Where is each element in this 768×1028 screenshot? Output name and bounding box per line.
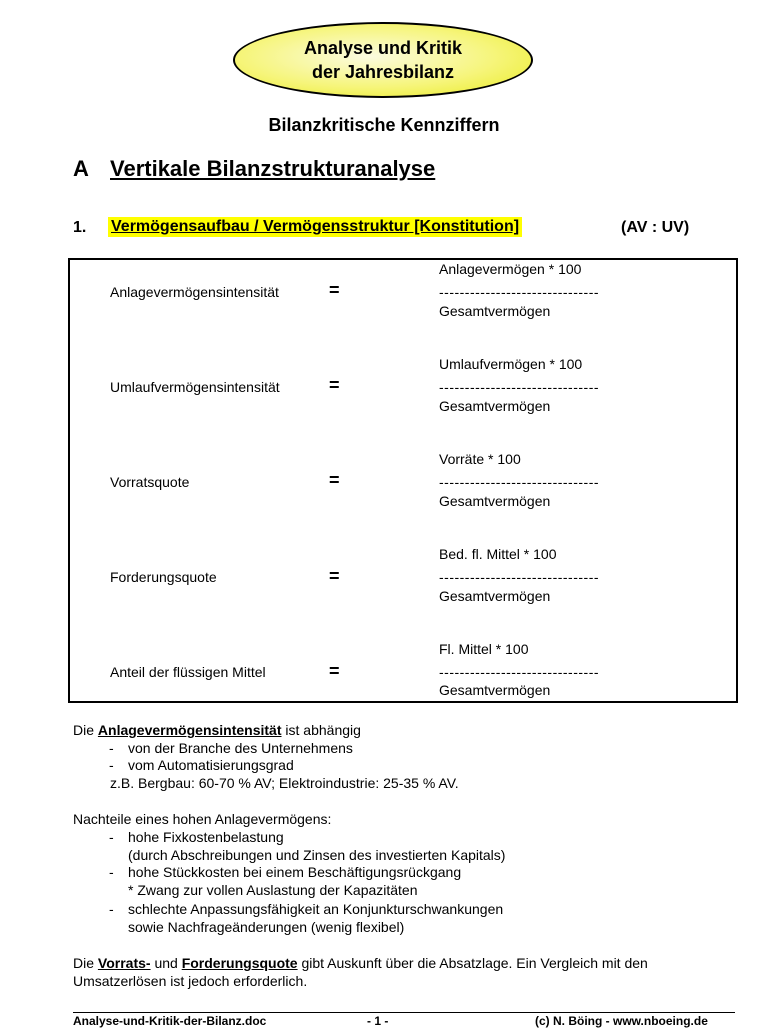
formula-denominator: Gesamtvermögen: [439, 398, 551, 414]
bullet-dash: -: [109, 864, 114, 880]
footer-copyright: (c) N. Böing - www.nboeing.de: [535, 1014, 708, 1028]
formula-label: Vorratsquote: [110, 474, 190, 490]
fraction-line: -------------------------------: [439, 664, 600, 680]
formula-denominator: Gesamtvermögen: [439, 682, 551, 698]
list-item: hohe Fixkostenbelastung: [128, 829, 284, 845]
formula-denominator: Gesamtvermögen: [439, 493, 551, 509]
list-item-continuation: * Zwang zur vollen Auslastung der Kapazitäten: [128, 882, 418, 898]
list-item-continuation: sowie Nachfrageänderungen (wenig flexibel): [128, 919, 405, 935]
footer-page-number: - 1 -: [367, 1014, 389, 1028]
list-item: schlechte Anpassungsfähigkeit an Konjunkturschwankungen: [128, 901, 504, 917]
formula-numerator: Bed. fl. Mittel * 100: [439, 546, 557, 562]
bullet-dash: -: [109, 829, 114, 845]
example-text: z.B. Bergbau: 60-70 % AV; Elektroindustrie: 25-35 % AV.: [110, 775, 459, 791]
text-post: gibt Auskunft über die Absatzlage. Ein Vergleich mit den: [297, 955, 648, 971]
paragraph-vorrats-forderungsquote: [73, 955, 743, 971]
text-pre: Die: [73, 955, 98, 971]
fraction-line: -------------------------------: [439, 474, 600, 490]
footer-filename: Analyse-und-Kritik-der-Bilanz.doc: [73, 1014, 267, 1028]
fraction-line: -------------------------------: [439, 379, 600, 395]
formula-label: Umlaufvermögensintensität: [110, 379, 280, 395]
text-mid: und: [150, 955, 182, 971]
title-line-2: der Jahresbilanz: [311, 62, 455, 82]
equals-sign: =: [329, 280, 340, 300]
title-ellipse: [233, 22, 533, 98]
term-vorrats: Vorrats-: [97, 955, 151, 971]
heading-number: 1.: [73, 219, 87, 236]
fraction-line: -------------------------------: [439, 569, 600, 585]
heading-title-highlighted: Vermögensaufbau / Vermögensstruktur [Konstitution]: [108, 217, 522, 237]
footer-rule: [73, 1012, 735, 1013]
text-post: ist abhängig: [281, 722, 361, 738]
text-pre: Die: [73, 722, 98, 738]
equals-sign: =: [329, 566, 340, 586]
formula-numerator: Vorräte * 100: [439, 451, 521, 467]
equals-sign: =: [329, 470, 340, 490]
formula-denominator: Gesamtvermögen: [439, 588, 551, 604]
formula-label: Anlagevermögensintensität: [110, 284, 279, 300]
bullet-dash: -: [109, 757, 114, 773]
bullet-dash: -: [109, 901, 114, 917]
heading-formula: (AV : UV): [621, 219, 690, 236]
paragraph-line-2: Umsatzerlösen ist jedoch erforderlich.: [73, 973, 308, 989]
bullet-dash: -: [109, 740, 114, 756]
page-subtitle: Bilanzkritische Kennziffern: [268, 115, 500, 135]
formula-denominator: Gesamtvermögen: [439, 303, 551, 319]
list-item: vom Automatisierungsgrad: [128, 757, 294, 773]
title-line-1: Analyse und Kritik: [303, 38, 463, 58]
term-anlagevermoegensintensitaet: Anlagevermögensintensität: [97, 722, 282, 738]
section-letter: A: [73, 156, 89, 181]
formula-label: Forderungsquote: [110, 569, 217, 585]
formula-numerator: Fl. Mittel * 100: [439, 641, 529, 657]
fraction-line: -------------------------------: [439, 284, 600, 300]
list-item: hohe Stückkosten bei einem Beschäftigungsrückgang: [128, 864, 462, 880]
equals-sign: =: [329, 375, 340, 395]
term-forderungsquote: Forderungsquote: [181, 955, 298, 971]
list-item-continuation: (durch Abschreibungen und Zinsen des investierten Kapitals): [128, 847, 506, 863]
disadvantages-intro: Nachteile eines hohen Anlagevermögens:: [73, 811, 332, 827]
section-title: Vertikale Bilanzstrukturanalyse: [110, 156, 436, 181]
list-item: von der Branche des Unternehmens: [128, 740, 353, 756]
formula-label: Anteil der flüssigen Mittel: [110, 664, 266, 680]
paragraph-intro: [73, 722, 361, 738]
formula-numerator: Umlaufvermögen * 100: [439, 356, 583, 372]
equals-sign: =: [329, 661, 340, 681]
formula-numerator: Anlagevermögen * 100: [439, 261, 582, 277]
